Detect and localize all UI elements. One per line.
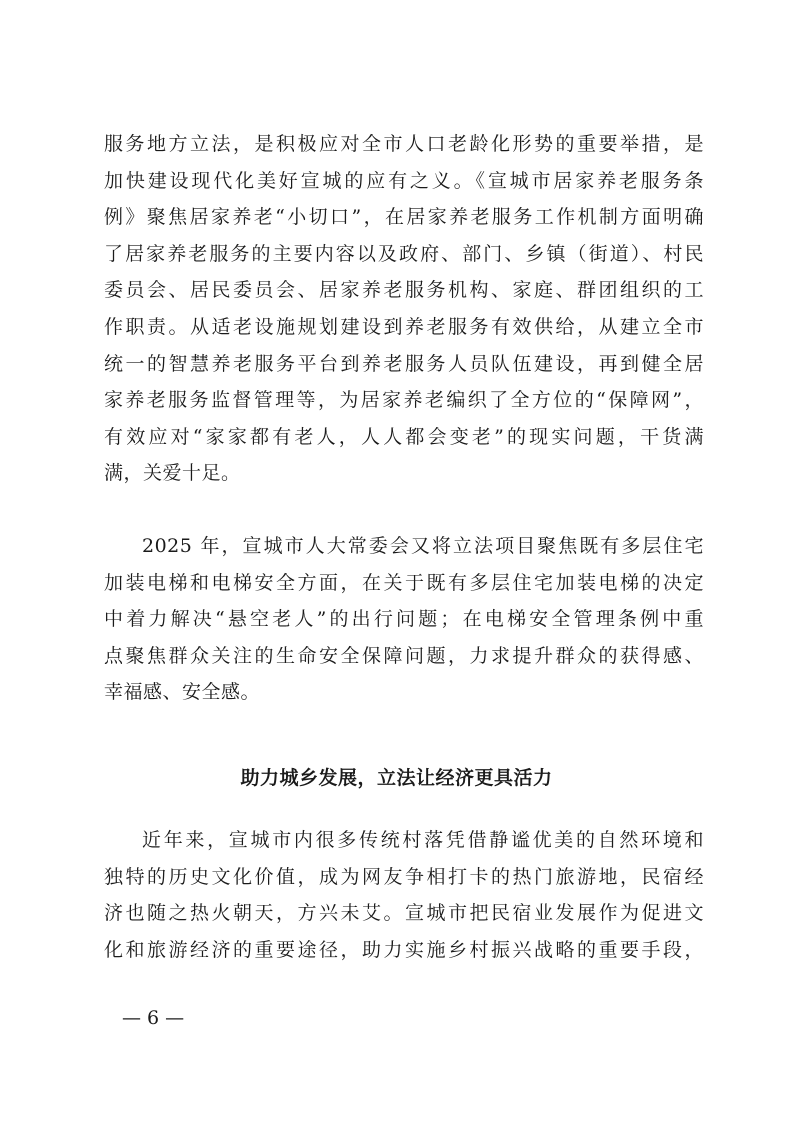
paragraph-rural-tourism <box>104 822 704 968</box>
page-number: — 6 — <box>122 1007 185 1029</box>
text-line: 济也随之热火朝天，方兴未艾。宣城市把民宿业发展作为促进文 <box>104 902 704 925</box>
text-line: 化和旅游经济的重要途径，助力实施乡村振兴战略的重要手段， <box>104 938 704 961</box>
text-line: 中着力解决“悬空老人”的出行问题；在电梯安全管理条例中重 <box>104 608 704 631</box>
text-line: 近年来，宣城市内很多传统村落凭借静谧优美的自然环境和 <box>142 829 704 851</box>
text-line: 委员会、居民委员会、居家养老服务机构、家庭、群团组织的工 <box>104 279 704 302</box>
text-line: 独特的历史文化价值，成为网友争相打卡的热门旅游地，民宿经 <box>104 865 704 888</box>
paragraph-elderly-care <box>104 126 704 492</box>
paragraph-elevator-legislation <box>104 528 704 711</box>
text-line: 幸福感、安全感。 <box>104 681 261 704</box>
text-line: 加装电梯和电梯安全方面，在关于既有多层住宅加装电梯的决定 <box>104 571 704 594</box>
text-line: 作职责。从适老设施规划建设到养老服务有效供给，从建立全市 <box>104 315 704 338</box>
text-line: 2025 年，宣城市人大常委会又将立法项目聚焦既有多层住宅 <box>142 535 704 557</box>
text-line: 点聚焦群众关注的生命安全保障问题，力求提升群众的获得感、 <box>104 644 704 667</box>
text-line: 统一的智慧养老服务平台到养老服务人员队伍建设，再到健全居 <box>104 352 704 375</box>
text-line: 加快建设现代化美好宣城的应有之义。《宣城市居家养老服务条 <box>104 169 704 192</box>
text-line: 服务地方立法，是积极应对全市人口老龄化形势的重要举措，是 <box>104 133 704 155</box>
section-heading: 助力城乡发展，立法让经济更具活力 <box>240 767 553 789</box>
text-line: 了居家养老服务的主要内容以及政府、部门、乡镇（街道）、村民 <box>104 242 704 265</box>
text-line: 例》聚焦居家养老“小切口”，在居家养老服务工作机制方面明确 <box>104 206 704 229</box>
text-line: 满，关爱十足。 <box>104 462 241 485</box>
text-line: 有效应对“家家都有老人，人人都会变老”的现实问题，干货满 <box>104 425 704 448</box>
text-line: 家养老服务监督管理等，为居家养老编织了全方位的“保障网”， <box>104 389 704 412</box>
